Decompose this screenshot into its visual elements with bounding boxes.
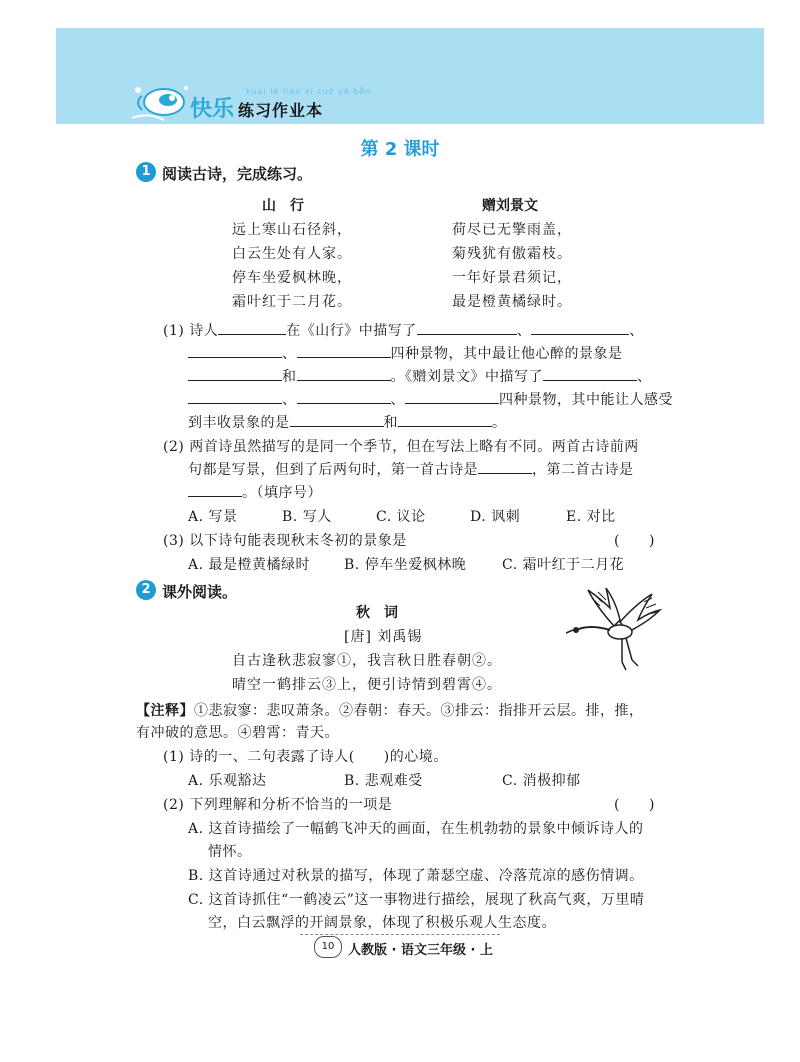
option[interactable]: C. 这首诗抓住“一鹤凌云”这一事物进行描绘，展现了秋高气爽，万里晴 [188, 892, 645, 908]
poem-3-line: 自古逢秋悲寂寥①，我言秋日胜春朝②。 [232, 653, 502, 669]
answer-blank[interactable] [188, 366, 282, 381]
s1-question-3: (3) 以下诗句能表现秋末冬初的景象是 [163, 533, 407, 549]
crane-illustration [566, 586, 666, 678]
option[interactable]: B. 悲观难受 [344, 773, 423, 789]
notes-label: 【注释】 [136, 703, 194, 719]
option[interactable]: C. 议论 [376, 509, 426, 525]
option[interactable]: C. 霜叶红于二月花 [502, 557, 625, 573]
page-number: 10 [314, 936, 342, 958]
answer-blank[interactable] [297, 366, 391, 381]
poem-3-title: 秋 词 [356, 605, 398, 621]
answer-paren[interactable]: ( ) [614, 533, 655, 549]
lesson-title: 第 2 课时 [360, 139, 440, 160]
s1-question-1-line: 、 四种景物，其中最让他心醉的景象是 [188, 343, 623, 363]
s1-question-1-line: 、 、 四种景物，其中能让人感受 [188, 389, 673, 409]
answer-blank[interactable] [478, 459, 532, 474]
answer-blank[interactable] [417, 320, 517, 335]
poem-3-line: 晴空一鹤排云③上，便引诗情到碧霄④。 [232, 677, 502, 693]
notes-line: 【注释】①悲寂寥：悲叹萧条。②春朝：春天。③排云：指排开云层。排，推， [136, 703, 644, 719]
poem-2-line: 最是橙黄橘绿时。 [452, 294, 572, 310]
option[interactable]: A. 乐观豁达 [188, 773, 267, 789]
answer-blank[interactable] [188, 482, 242, 497]
s2-question-1: (1) 诗的一、二句表露了诗人( )的心境。 [163, 749, 448, 765]
poem-1-line: 远上寒山石径斜， [232, 222, 352, 238]
option-continuation: 空，白云飘浮的开阔景象，体现了积极乐观人生态度。 [208, 915, 556, 931]
section-2-heading: 课外阅读。 [162, 583, 238, 601]
answer-blank[interactable] [297, 343, 391, 358]
s1-question-1-line: 和 。《赠刘景文》中描写了 、 [188, 366, 652, 386]
s1-question-2-line: (2) 两首诗虽然描写的是同一个季节，但在写法上略有不同。两首古诗前两 [163, 439, 639, 455]
poem-2-line: 荷尽已无擎雨盖， [452, 222, 572, 238]
logo-title-sub: 练习作业本 [238, 101, 324, 120]
answer-blank[interactable] [398, 412, 492, 427]
edition-label: 人教版 · 语文三年级 · 上 [348, 943, 493, 958]
answer-paren[interactable]: ( ) [614, 797, 655, 813]
option[interactable]: C. 消极抑郁 [502, 773, 581, 789]
answer-blank[interactable] [405, 389, 499, 404]
answer-blank[interactable] [290, 412, 384, 427]
poem-1-line: 霜叶红于二月花。 [232, 294, 352, 310]
answer-blank[interactable] [297, 389, 391, 404]
logo-title-main: 快乐 [190, 97, 235, 122]
option[interactable]: A. 这首诗描绘了一幅鹤飞冲天的画面，在生机勃勃的景象中倾诉诗人的 [188, 821, 644, 837]
s2-question-2: (2) 下列理解和分析不恰当的一项是 [163, 797, 393, 813]
s1-question-2-line: 。（填序号） [188, 482, 322, 502]
answer-blank[interactable] [543, 366, 637, 381]
notes-line: 有冲破的意思。④碧霄：青天。 [136, 725, 339, 741]
section-2-badge: 2 [136, 580, 156, 600]
answer-blank[interactable] [531, 320, 629, 335]
option-continuation: 情怀。 [208, 844, 252, 860]
option[interactable]: A. 最是橙黄橘绿时 [188, 557, 311, 573]
poem-2-title: 赠刘景文 [482, 198, 538, 214]
section-1-heading: 阅读古诗，完成练习。 [162, 165, 313, 183]
option[interactable]: E. 对比 [566, 509, 616, 525]
option[interactable]: D. 讽刺 [470, 509, 521, 525]
option[interactable]: B. 写人 [282, 509, 332, 525]
answer-blank[interactable] [188, 343, 282, 358]
option[interactable]: B. 这首诗通过对秋景的描写，体现了萧瑟空虚、冷落荒凉的感伤情调。 [188, 868, 644, 884]
s1-question-1-line: 到丰收景象的是 和 。 [188, 412, 507, 432]
poem-1-line: 停车坐爱枫林晚， [232, 270, 352, 286]
poem-2-line: 菊残犹有傲霜枝。 [452, 246, 572, 262]
option[interactable]: A. 写景 [188, 509, 238, 525]
logo-pinyin: kuài lè liàn xí zuò yè běn [246, 87, 372, 96]
answer-blank[interactable] [218, 320, 286, 335]
poem-3-author: [唐] 刘禹锡 [344, 629, 423, 645]
answer-blank[interactable] [188, 389, 282, 404]
poem-1-line: 白云生处有人家。 [232, 246, 352, 262]
option[interactable]: B. 停车坐爱枫林晚 [344, 557, 467, 573]
poem-2-line: 一年好景君须记， [452, 270, 572, 286]
s1-question-1-line: (1) 诗人 在《山行》中描写了 、 、 [163, 320, 644, 340]
poem-1-title: 山 行 [262, 198, 304, 214]
section-1-badge: 1 [136, 162, 156, 182]
s1-question-2-line: 句都是写景，但到了后两句时，第一首古诗是 ，第二首古诗是 [188, 459, 634, 479]
